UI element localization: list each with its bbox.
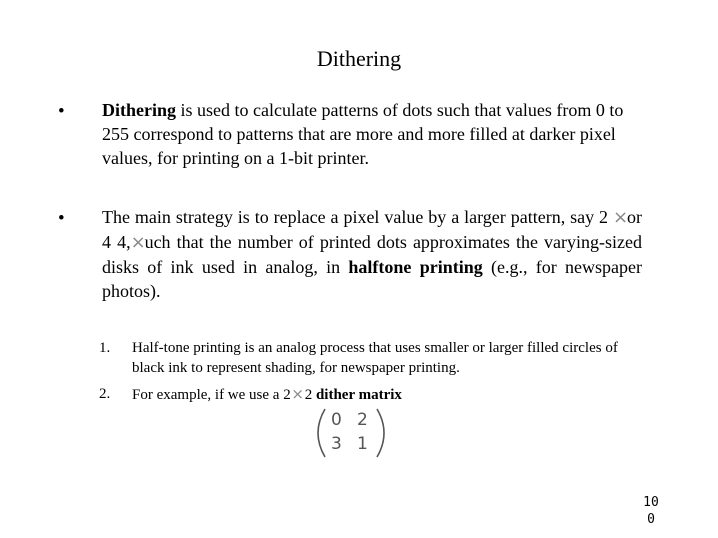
numbered-item-2-text: For example, if we use a 2	[132, 387, 291, 403]
page-number-line2: 0	[647, 512, 655, 527]
bullet-marker: •	[58, 101, 65, 122]
times-icon: ×	[613, 207, 629, 228]
times-icon: ×	[130, 232, 146, 253]
bullet-2-part1: The main strategy is to replace a pixel value by a larger pattern, say 2	[102, 207, 609, 227]
bullet-2-text	[102, 205, 642, 303]
page-number-line1: 10	[643, 495, 659, 510]
dithering-term: Dithering	[102, 100, 176, 120]
times-icon: ×	[291, 385, 304, 403]
slide-title: Dithering	[316, 46, 402, 71]
dither-matrix	[311, 406, 391, 460]
matrix-brackets	[311, 406, 391, 460]
matrix-cell: 1	[357, 434, 368, 454]
matrix-cell: 0	[331, 410, 342, 430]
halftone-term: halftone printing	[348, 257, 483, 277]
matrix-cell: 3	[331, 434, 342, 454]
numbered-item-1: Half-tone printing is an analog process that uses smaller or larger filled circles of black ink to represent shading, for newspaper printing.	[132, 340, 618, 376]
bullet-1-text	[102, 98, 642, 170]
page-number	[636, 494, 666, 528]
bullet-marker: •	[58, 208, 65, 229]
bullet-2-part3: uch that the number of printed dots approximates the varying-sized disks of ink used in analog, in	[102, 232, 642, 277]
bullet-2-part2: or 4 4,	[102, 207, 642, 252]
bullet-1-body: is used to calculate patterns of dots such that values from 0 to 255 correspond to patterns that are more and more filled at darker pixel values, for printing on a 1-bit printer.	[102, 100, 624, 168]
list-number-2: 2.	[99, 386, 111, 402]
numbered-item-2-text2: 2	[304, 387, 316, 403]
list-number-1: 1.	[99, 340, 111, 356]
matrix-cell: 2	[357, 410, 368, 430]
numbered-item-2	[132, 384, 652, 405]
bullet-2-part4: (e.g., for newspaper photos).	[102, 257, 642, 301]
dither-matrix-term: dither matrix	[315, 387, 402, 403]
